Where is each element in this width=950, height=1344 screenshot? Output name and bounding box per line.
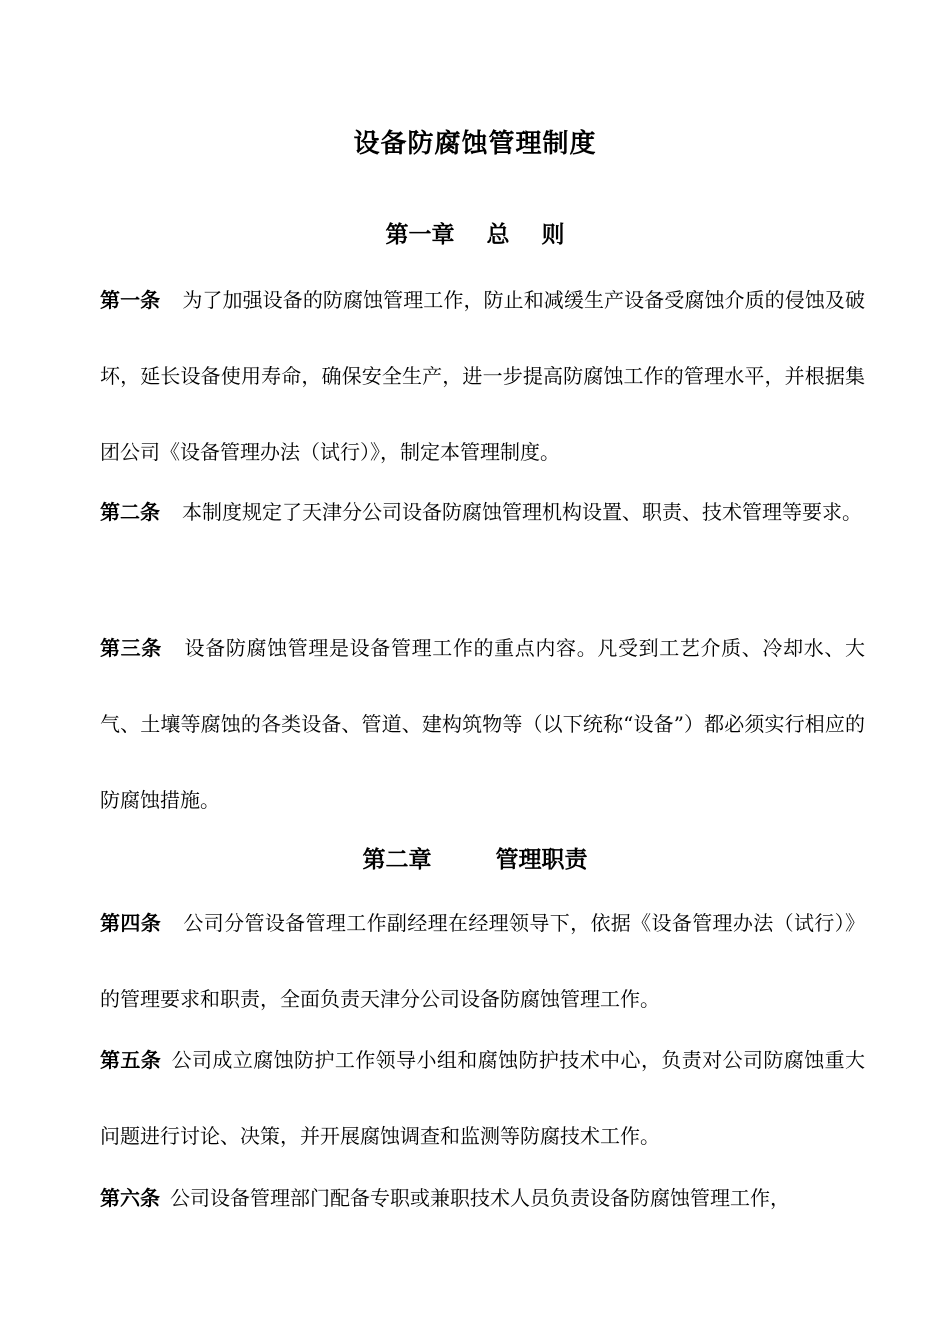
article-label: 第四条: [100, 911, 162, 935]
article-text: 为了加强设备的防腐蚀管理工作，防止和减缓生产设备受腐蚀介质的侵蚀及破坏，延长设备使用寿命，确保安全生产，进一步提高防腐蚀工作的管理水平，并根据集团公司《设备管理办法（试行）》，制定本管理制度。: [100, 288, 866, 464]
article-text: 公司设备管理部门配备专职或兼职技术人员负责设备防腐蚀管理工作，: [170, 1186, 790, 1210]
article-text: 公司成立腐蚀防护工作领导小组和腐蚀防护技术中心，负责对公司防腐蚀重大问题进行讨论、决策，并开展腐蚀调查和监测等防腐技术工作。: [100, 1048, 866, 1148]
article-label: 第五条: [100, 1048, 162, 1072]
article-label: 第一条: [100, 288, 161, 312]
article-6: [100, 1160, 865, 1236]
article-text: 设备防腐蚀管理是设备管理工作的重点内容。凡受到工艺介质、冷却水、大气、土壤等腐蚀的各类设备、管道、建构筑物等（以下统称“设备”）都必须实行相应的防腐蚀措施。: [100, 636, 866, 812]
article-text: 本制度规定了天津分公司设备防腐蚀管理机构设置、职责、技术管理等要求。: [182, 500, 862, 524]
article-label: 第三条: [100, 636, 162, 660]
article-label: 第二条: [100, 500, 160, 524]
chapter-heading-general: 第一章 总 则: [385, 222, 565, 248]
article-3: [100, 610, 865, 838]
article-2: [100, 474, 865, 550]
article-4: [100, 885, 865, 1037]
article-1: [100, 262, 865, 490]
article-5: [100, 1022, 865, 1174]
document-title: 设备防腐蚀管理制度: [353, 129, 597, 159]
article-label: 第六条: [100, 1186, 160, 1210]
chapter-heading-management-duties: 第二章 管理职责: [362, 847, 588, 873]
article-text: 公司分管设备管理工作副经理在经理领导下，依据《设备管理办法（试行）》的管理要求和职责，全面负责天津分公司设备防腐蚀管理工作。: [100, 911, 866, 1011]
